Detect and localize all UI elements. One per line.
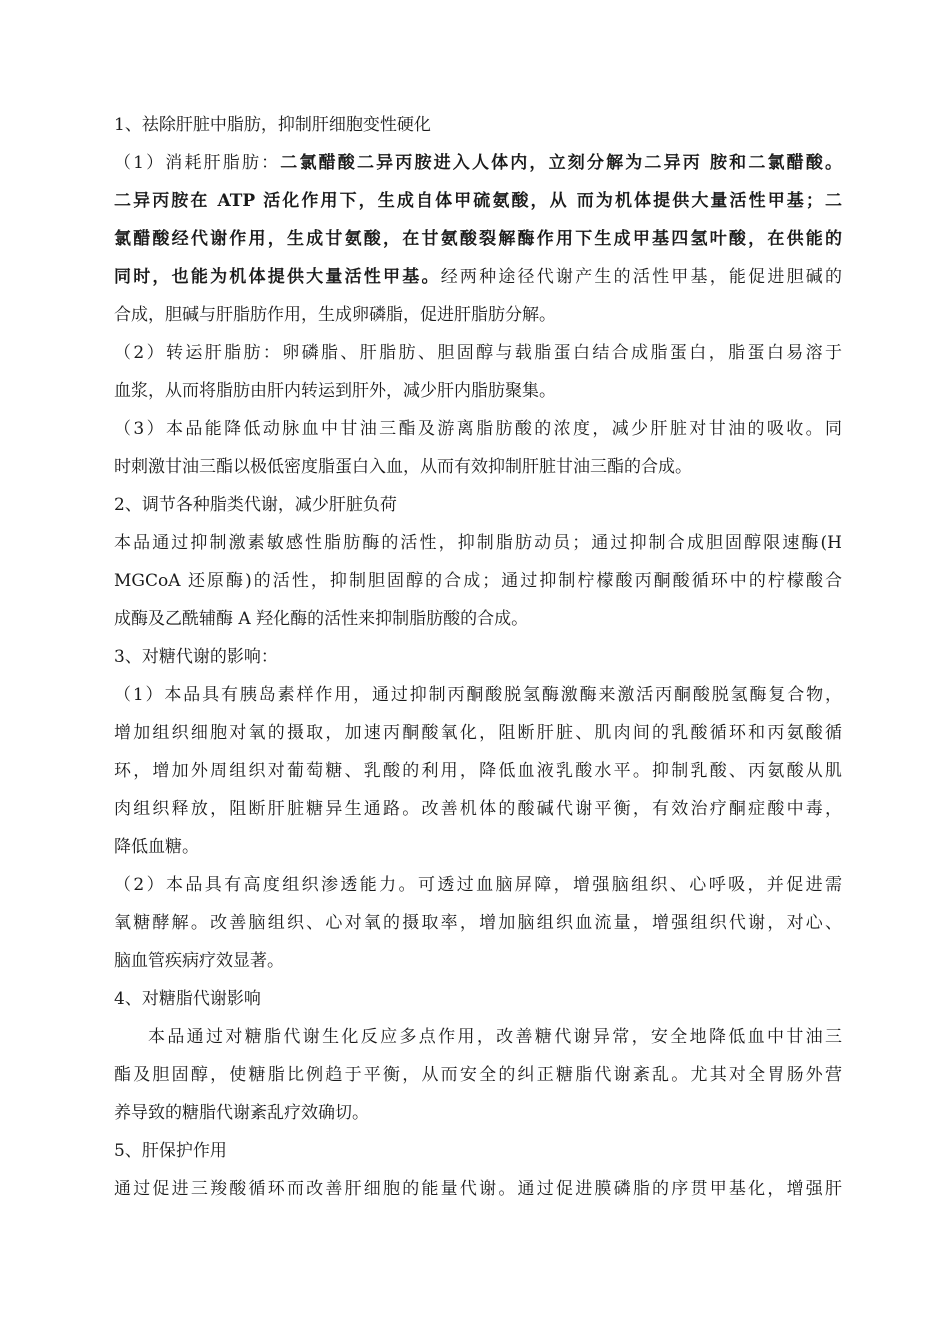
paragraph-line bbox=[114, 220, 842, 258]
section-heading-4 bbox=[114, 980, 842, 1018]
bold-text: 同时，也能为机体提供大量活性甲基。 bbox=[114, 267, 441, 287]
line-text: 时刺激甘油三酯以极低密度脂蛋白入血，从而有效抑制肝脏甘油三酯的合成。 bbox=[114, 457, 692, 477]
line-text: 3、对糖代谢的影响： bbox=[114, 647, 278, 667]
line-text: 通过促进三羧酸循环而改善肝细胞的能量代谢。通过促进膜磷脂的序贯甲基化，增强肝 bbox=[114, 1179, 842, 1199]
paragraph-line bbox=[114, 524, 842, 562]
line-text: 酯及胆固醇，使糖脂比例趋于平衡，从而安全的纠正糖脂代谢紊乱。尤其对全胃肠外营 bbox=[114, 1065, 842, 1085]
bold-text: 氯醋酸经代谢作用，生成甘氨酸，在甘氨酸裂解酶作用下生成甲基四氢叶酸，在供能的 bbox=[114, 229, 842, 249]
section-heading-3 bbox=[114, 638, 842, 676]
paragraph-line bbox=[114, 562, 842, 600]
line-text: 氧糖酵解。改善脑组织、心对氧的摄取率，增加脑组织血流量，增强组织代谢，对心、 bbox=[114, 913, 842, 933]
bold-text: 二氯醋酸二异丙胺进入人体内，立刻分解为二异丙 胺和二氯醋酸。 bbox=[280, 153, 842, 173]
line-text: 本品通过对糖脂代谢生化反应多点作用，改善糖代谢异常，安全地降低血中甘油三 bbox=[148, 1027, 842, 1047]
paragraph-line bbox=[114, 1170, 842, 1208]
paragraph-line bbox=[114, 676, 842, 714]
line-text: （2）转运肝脂肪：卵磷脂、肝脂肪、胆固醇与载脂蛋白结合成脂蛋白，脂蛋白易溶于 bbox=[114, 343, 842, 363]
line-text: 1、祛除肝脏中脂肪，抑制肝细胞变性硬化 bbox=[114, 115, 431, 135]
line-text: 本品通过抑制激素敏感性脂肪酶的活性，抑制脂肪动员；通过抑制合成胆固醇限速酶(H bbox=[114, 533, 842, 553]
paragraph-line bbox=[114, 600, 842, 638]
paragraph-line bbox=[114, 866, 842, 904]
line-text: 4、对糖脂代谢影响 bbox=[114, 989, 261, 1009]
line-text: （1）消耗肝脂肪： bbox=[114, 153, 281, 173]
paragraph-line bbox=[114, 790, 842, 828]
paragraph-line bbox=[114, 182, 842, 220]
paragraph-line bbox=[114, 372, 842, 410]
paragraph-line bbox=[114, 1018, 842, 1056]
line-text: 成酶及乙酰辅酶 A 羟化酶的活性来抑制脂肪酸的合成。 bbox=[114, 609, 529, 629]
paragraph-line bbox=[114, 334, 842, 372]
paragraph-line bbox=[114, 1094, 842, 1132]
section-heading-5 bbox=[114, 1132, 842, 1170]
line-text: 经两种途径代谢产生的活性甲基，能促进胆碱的 bbox=[440, 267, 842, 287]
line-text: MGCoA 还原酶)的活性，抑制胆固醇的合成；通过抑制柠檬酸丙酮酸循环中的柠檬酸合 bbox=[114, 571, 842, 591]
paragraph-line bbox=[114, 714, 842, 752]
section-heading-1 bbox=[114, 106, 842, 144]
paragraph-line bbox=[114, 144, 842, 182]
paragraph-line bbox=[114, 448, 842, 486]
line-text: 增加组织细胞对氧的摄取，加速丙酮酸氧化，阻断肝脏、肌肉间的乳酸循环和丙氨酸循 bbox=[114, 723, 842, 743]
paragraph-line bbox=[114, 296, 842, 334]
paragraph-line bbox=[114, 258, 842, 296]
paragraph-line bbox=[114, 942, 842, 980]
line-text: （2）本品具有高度组织渗透能力。可透过血脑屏障，增强脑组织、心呼吸，并促进需 bbox=[114, 875, 842, 895]
line-text: （3）本品能降低动脉血中甘油三酯及游离脂肪酸的浓度，减少肝脏对甘油的吸收。同 bbox=[114, 419, 842, 439]
section-heading-2 bbox=[114, 486, 842, 524]
line-text: 脑血管疾病疗效显著。 bbox=[114, 951, 284, 971]
line-text: 环，增加外周组织对葡萄糖、乳酸的利用，降低血液乳酸水平。抑制乳酸、丙氨酸从肌 bbox=[114, 761, 842, 781]
line-text: 降低血糖。 bbox=[114, 837, 199, 857]
line-text: 5、肝保护作用 bbox=[114, 1141, 227, 1161]
line-text: 肉组织释放，阻断肝脏糖异生通路。改善机体的酸碱代谢平衡，有效治疗酮症酸中毒， bbox=[114, 799, 842, 819]
bold-text: 二异丙胺在 ATP 活化作用下，生成自体甲硫氨酸，从 而为机体提供大量活性甲基；二 bbox=[114, 191, 842, 211]
paragraph-line bbox=[114, 904, 842, 942]
line-text: 合成，胆碱与肝脂肪作用，生成卵磷脂，促进肝脂肪分解。 bbox=[114, 305, 556, 325]
paragraph-line bbox=[114, 410, 842, 448]
line-text: 2、调节各种脂类代谢，减少肝脏负荷 bbox=[114, 495, 397, 515]
line-text: （1）本品具有胰岛素样作用，通过抑制丙酮酸脱氢酶激酶来激活丙酮酸脱氢酶复合物， bbox=[114, 685, 842, 705]
paragraph-line bbox=[114, 752, 842, 790]
paragraph-line bbox=[114, 1056, 842, 1094]
paragraph-line bbox=[114, 828, 842, 866]
line-text: 血浆，从而将脂肪由肝内转运到肝外，减少肝内脂肪聚集。 bbox=[114, 381, 556, 401]
line-text: 养导致的糖脂代谢紊乱疗效确切。 bbox=[114, 1103, 369, 1123]
